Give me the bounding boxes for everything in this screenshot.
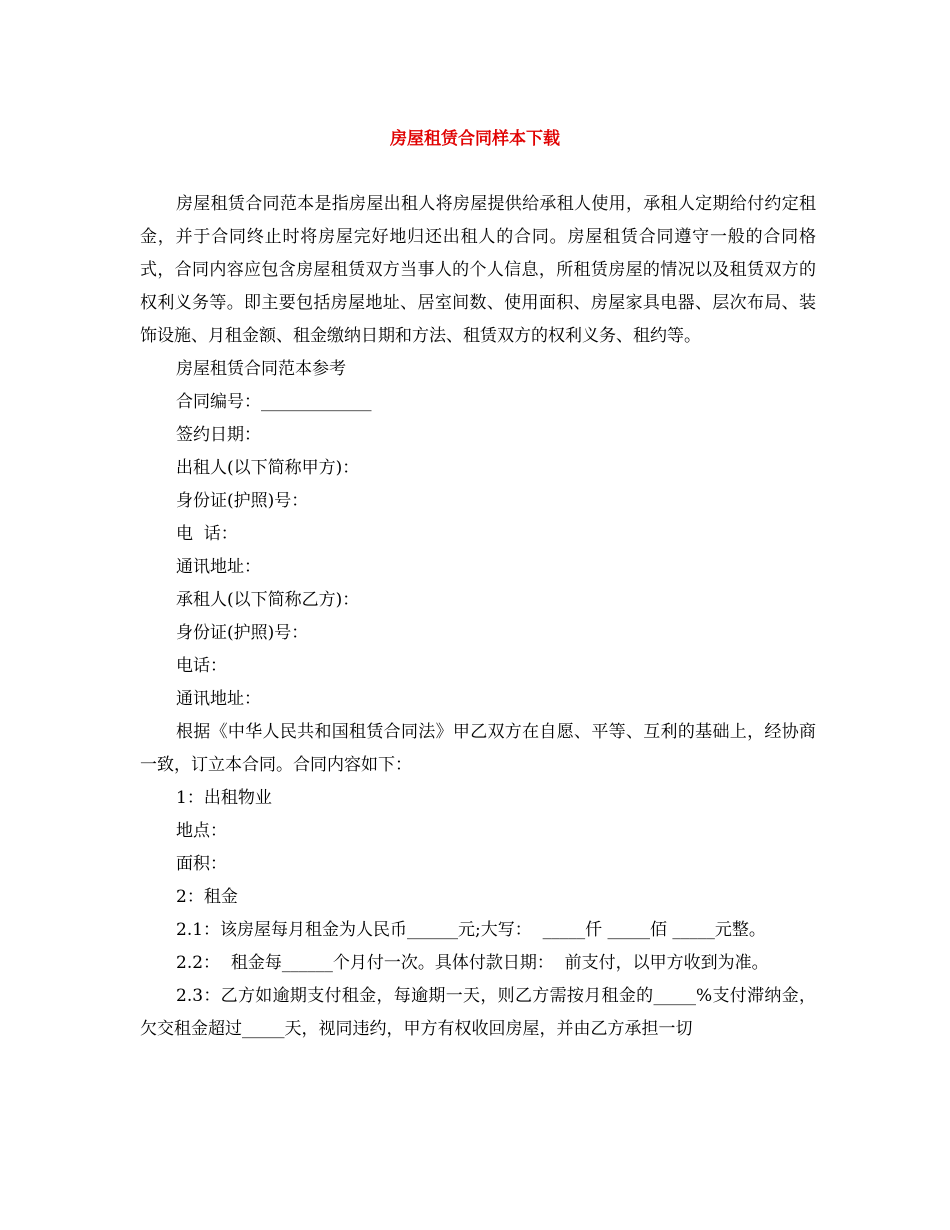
lessor-address-line: 通讯地址： [176, 557, 261, 577]
lessor-line: 出租人(以下简称甲方)： [176, 458, 360, 478]
section-rent: 2：租金 [176, 887, 238, 907]
property-area-line: 面积： [176, 854, 227, 874]
lessor-id-line: 身份证(护照)号： [176, 491, 309, 511]
reference-heading: 房屋租赁合同范本参考 [176, 359, 346, 379]
property-location-line: 地点： [176, 821, 227, 841]
clause-2-2: 2.2： 租金每______个月付一次。具体付款日期： 前支付，以甲方收到为准。 [176, 953, 769, 973]
clause-2-3: 2.3：乙方如逾期支付租金，每逾期一天，则乙方需按月租金的_____%支付滞纳金，欠交租金超过_____天，视同违约，甲方有权收回房屋，并由乙方承担一切 [140, 986, 816, 1039]
lessee-phone-line: 电话： [176, 656, 227, 676]
lessee-id-line: 身份证(护照)号： [176, 623, 309, 643]
lessor-phone-line: 电 话： [176, 524, 238, 544]
contract-number-line: 合同编号：_____________ [176, 392, 372, 412]
document-title: 房屋租赁合同样本下载 [390, 129, 560, 149]
signing-date-line: 签约日期： [176, 425, 261, 445]
lessee-address-line: 通讯地址： [176, 689, 261, 709]
intro-paragraph: 房屋租赁合同范本是指房屋出租人将房屋提供给承租人使用，承租人定期给付约定租金，并于合同终止时将房屋完好地归还出租人的合同。房屋租赁合同遵守一般的合同格式，合同内容应包含房屋租赁双方当事人的个人信息，所租赁房屋的情况以及租赁双方的权利义务等。即主要包括房屋地址、居室间数、使用面积、房屋家具电器、层次布局、装饰设施、月租金额、租金缴纳日期和方法、租赁双方的权利义务、租约等。 [140, 194, 816, 346]
clause-2-1: 2.1：该房屋每月租金为人民币______元;大写： _____仟 _____佰 _____元整。 [176, 920, 766, 940]
lessee-line: 承租人(以下简称乙方)： [176, 590, 360, 610]
basis-paragraph: 根据《中华人民共和国租赁合同法》甲乙双方在自愿、平等、互利的基础上，经协商一致，订立本合同。合同内容如下： [140, 722, 816, 775]
section-property: 1：出租物业 [176, 788, 272, 808]
document-body [140, 188, 816, 1046]
